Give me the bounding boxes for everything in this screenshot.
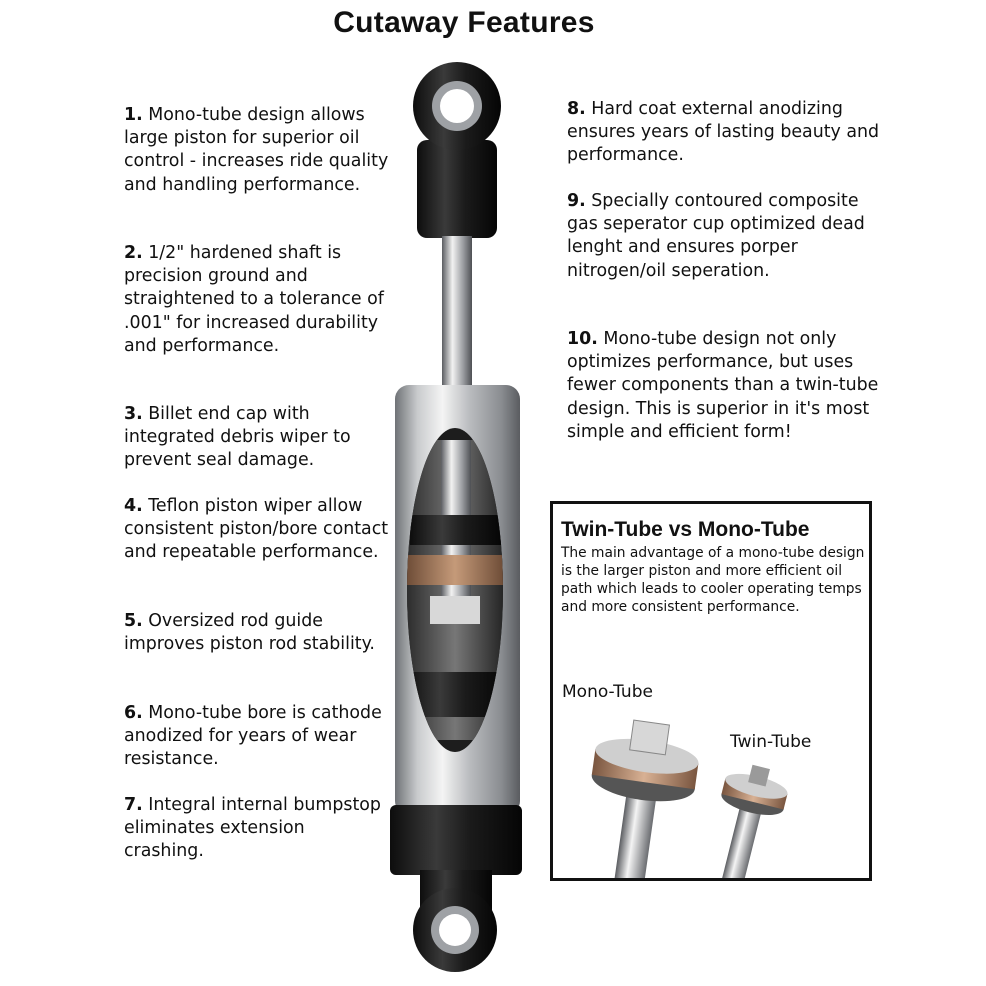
- page-title: Cutaway Features: [333, 6, 595, 39]
- comparison-title: Twin-Tube vs Mono-Tube: [561, 518, 810, 541]
- twin-tube-label: Twin-Tube: [730, 732, 812, 752]
- feature-4: 4. Teflon piston wiper allow consistent piston/bore contact and repeatable performance.: [124, 496, 389, 563]
- mono-tube-piston: [578, 715, 704, 878]
- feature-9: 9. Specially contoured composite gas seperator cup optimized dead lenght and ensures porper nitrogen/oil seperation.: [567, 191, 865, 281]
- twin-tube-piston: [702, 759, 793, 878]
- feature-10: 10. Mono-tube design not only optimizes performance, but uses fewer components than a twin-tube design. This is superior in it's most simple and efficient form!: [567, 329, 879, 442]
- top-eyelet: [413, 62, 501, 238]
- mono-tube-label: Mono-Tube: [562, 682, 653, 702]
- feature-8: 8. Hard coat external anodizing ensures years of lasting beauty and performance.: [567, 99, 880, 166]
- feature-2: 2. 1/2" hardened shaft is precision ground and straightened to a tolerance of .001" for increased durability and performance.: [124, 243, 384, 356]
- feature-1: 1. Mono-tube design allows large piston for superior oil control - increases ride quality and handling performance.: [124, 105, 389, 195]
- feature-7: 7. Integral internal bumpstop eliminates extension crashing.: [124, 795, 381, 862]
- bottom-eyelet: [390, 805, 522, 972]
- feature-6: 6. Mono-tube bore is cathode anodized for years of wear resistance.: [124, 703, 382, 770]
- feature-5: 5. Oversized rod guide improves piston rod stability.: [124, 611, 375, 655]
- comparison-box: [550, 501, 872, 881]
- shaft: [442, 236, 472, 390]
- comparison-text: The main advantage of a mono-tube design is the larger piston and more efficient oil path which leads to cooler operating temps and more consistent performance.: [561, 545, 865, 615]
- feature-3: 3. Billet end cap with integrated debris wiper to prevent seal damage.: [124, 404, 351, 471]
- piston-comparison-illustration: [553, 504, 869, 878]
